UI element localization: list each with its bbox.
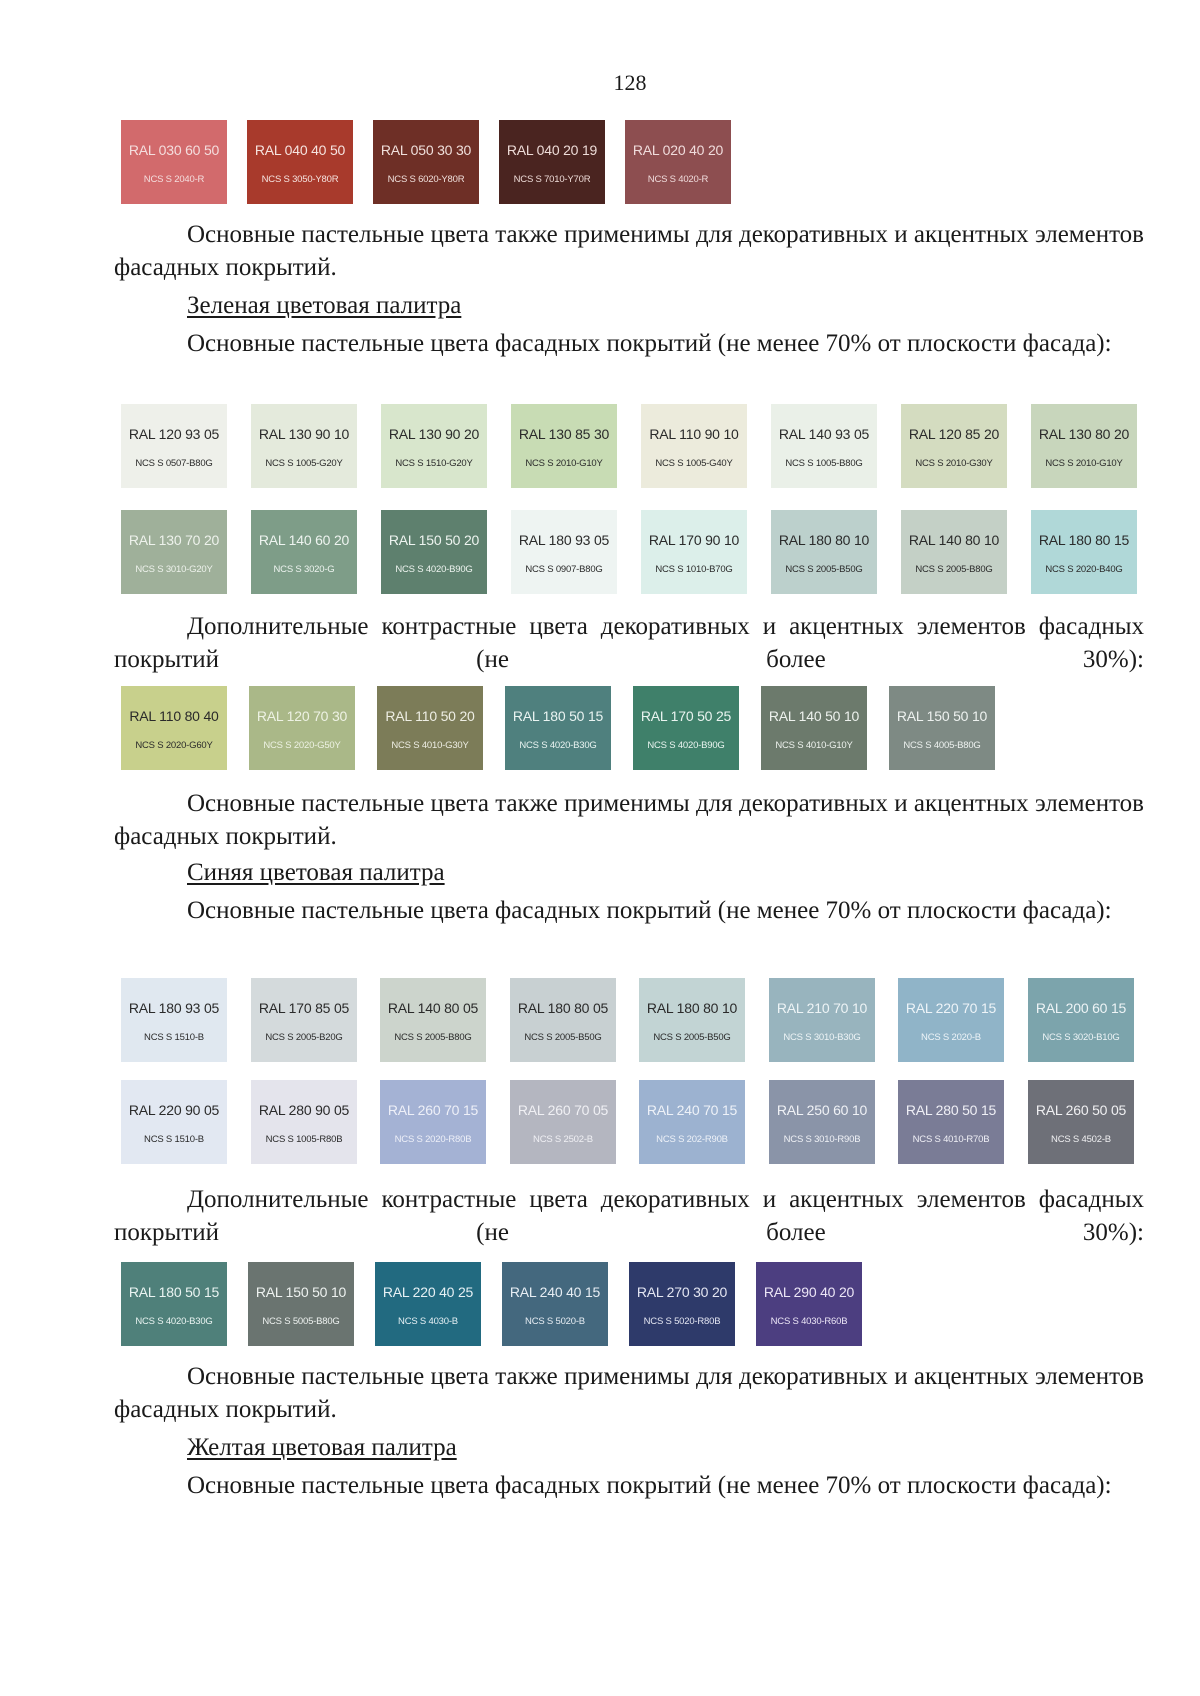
- swatch-ral-code: RAL 260 70 05: [517, 1102, 609, 1118]
- paragraph-blue-accent: Дополнительные контрастные цвета декоративных и акцентных элементов фасадных покрытий (не более 30%):: [114, 1186, 1144, 1246]
- swatch-ral-code: RAL 180 50 15: [128, 1284, 220, 1300]
- color-swatch: [761, 686, 867, 770]
- color-swatch: [373, 120, 479, 204]
- swatch-ncs-code: NCS S 1510-G20Y: [395, 458, 473, 469]
- swatch-ncs-code: NCS S 4020-B90G: [395, 564, 473, 575]
- swatch-ral-code: RAL 040 20 19: [506, 142, 598, 158]
- swatch-ncs-code: NCS S 1005-B80G: [785, 458, 863, 469]
- color-swatch: [375, 1262, 481, 1346]
- color-swatch: [121, 978, 227, 1062]
- swatch-ral-code: RAL 020 40 20: [632, 142, 724, 158]
- swatch-ral-code: RAL 130 70 20: [128, 532, 220, 548]
- swatch-ncs-code: NCS S 4020-B30G: [519, 740, 597, 751]
- color-swatch: [251, 510, 357, 594]
- swatch-ncs-code: NCS S 3010-R90B: [783, 1134, 861, 1145]
- swatch-ncs-code: NCS S 2020-B: [921, 1032, 981, 1043]
- swatch-ncs-code: NCS S 6020-Y80R: [387, 174, 465, 185]
- swatch-ral-code: RAL 130 85 30: [518, 426, 610, 442]
- swatch-ncs-code: NCS S 3010-G20Y: [135, 564, 213, 575]
- color-swatch: [121, 510, 227, 594]
- heading-blue-palette: Синяя цветовая палитра: [187, 859, 445, 886]
- swatch-ral-code: RAL 120 93 05: [128, 426, 220, 442]
- swatch-ncs-code: NCS S 2005-B20G: [265, 1032, 343, 1043]
- swatch-ncs-code: NCS S 2040-R: [143, 174, 205, 185]
- swatch-ral-code: RAL 250 60 10: [776, 1102, 868, 1118]
- swatch-ral-code: RAL 290 40 20: [763, 1284, 855, 1300]
- swatch-ral-code: RAL 210 70 10: [776, 1000, 868, 1016]
- swatch-ral-code: RAL 130 80 20: [1038, 426, 1130, 442]
- swatch-ral-code: RAL 030 60 50: [128, 142, 220, 158]
- color-swatch: [769, 978, 875, 1062]
- swatch-ral-code: RAL 110 90 10: [649, 426, 739, 442]
- color-swatch: [889, 686, 995, 770]
- page-number: 128: [613, 70, 647, 95]
- swatch-ncs-code: NCS S 2020-R80B: [394, 1134, 472, 1145]
- swatch-ral-code: RAL 260 70 15: [387, 1102, 479, 1118]
- swatch-ral-code: RAL 140 80 10: [908, 532, 1000, 548]
- swatch-ral-code: RAL 040 40 50: [254, 142, 346, 158]
- swatch-ncs-code: NCS S 4030-B: [398, 1316, 458, 1327]
- heading-green-palette: Зеленая цветовая палитра: [187, 292, 462, 319]
- swatch-ral-code: RAL 110 80 40: [129, 708, 219, 724]
- color-swatch: [769, 1080, 875, 1164]
- swatch-ncs-code: NCS S 0907-B80G: [525, 564, 603, 575]
- color-swatch: [511, 404, 617, 488]
- swatch-ral-code: RAL 220 40 25: [382, 1284, 474, 1300]
- color-swatch: [901, 510, 1007, 594]
- swatch-ral-code: RAL 050 30 30: [380, 142, 472, 158]
- paragraph-yellow-main: Основные пастельные цвета фасадных покрытий (не менее 70% от плоскости фасада):: [187, 1472, 1112, 1499]
- swatch-ral-code: RAL 130 90 20: [388, 426, 480, 442]
- swatch-ncs-code: NCS S 4030-R60B: [770, 1316, 848, 1327]
- swatch-ral-code: RAL 200 60 15: [1035, 1000, 1127, 1016]
- swatch-ncs-code: NCS S 0507-B80G: [135, 458, 213, 469]
- swatch-ncs-code: NCS S 4010-G10Y: [775, 740, 853, 751]
- color-swatch: [1028, 1080, 1134, 1164]
- color-swatch: [629, 1262, 735, 1346]
- color-swatch: [121, 120, 227, 204]
- swatch-ral-code: RAL 240 70 15: [646, 1102, 738, 1118]
- swatch-ncs-code: NCS S 2020-G60Y: [135, 740, 213, 751]
- color-swatch: [898, 978, 1004, 1062]
- swatch-ncs-code: NCS S 1010-B70G: [655, 564, 733, 575]
- swatch-ncs-code: NCS S 1510-B: [144, 1032, 204, 1043]
- swatch-ral-code: RAL 240 40 15: [509, 1284, 601, 1300]
- swatch-ncs-code: NCS S 5005-B80G: [262, 1316, 340, 1327]
- swatch-ral-code: RAL 120 70 30: [256, 708, 348, 724]
- paragraph-pastel-also-applicable: Основные пастельные цвета также применимы для декоративных и акцентных элементов фасадных покрытий.: [114, 221, 1144, 281]
- color-swatch: [901, 404, 1007, 488]
- swatch-ral-code: RAL 140 93 05: [778, 426, 870, 442]
- color-swatch: [505, 686, 611, 770]
- swatch-ncs-code: NCS S 2010-G10Y: [1045, 458, 1123, 469]
- swatch-ncs-code: NCS S 2005-B50G: [653, 1032, 731, 1043]
- swatch-ral-code: RAL 150 50 10: [896, 708, 988, 724]
- color-swatch: [377, 686, 483, 770]
- swatch-ncs-code: NCS S 2010-G30Y: [915, 458, 993, 469]
- color-swatch: [633, 686, 739, 770]
- swatch-ncs-code: NCS S 4020-R: [647, 174, 709, 185]
- color-swatch: [381, 404, 487, 488]
- color-swatch: [898, 1080, 1004, 1164]
- swatch-ncs-code: NCS S 4010-R70B: [912, 1134, 990, 1145]
- color-swatch: [511, 510, 617, 594]
- swatch-ral-code: RAL 180 93 05: [518, 532, 610, 548]
- swatch-ral-code: RAL 180 93 05: [128, 1000, 220, 1016]
- swatch-ral-code: RAL 120 85 20: [908, 426, 1000, 442]
- swatch-ncs-code: NCS S 3050-Y80R: [261, 174, 339, 185]
- swatch-ral-code: RAL 140 50 10: [768, 708, 860, 724]
- color-swatch: [251, 404, 357, 488]
- heading-yellow-palette: Желтая цветовая палитра: [187, 1434, 457, 1461]
- color-swatch: [510, 978, 616, 1062]
- color-swatch: [248, 1262, 354, 1346]
- swatch-ral-code: RAL 260 50 05: [1035, 1102, 1127, 1118]
- swatch-ral-code: RAL 180 80 10: [778, 532, 870, 548]
- color-swatch: [121, 686, 227, 770]
- swatch-ncs-code: NCS S 2020-B40G: [1045, 564, 1123, 575]
- color-swatch: [771, 510, 877, 594]
- swatch-ral-code: RAL 280 50 15: [905, 1102, 997, 1118]
- color-swatch: [251, 1080, 357, 1164]
- swatch-ncs-code: NCS S 5020-R80B: [643, 1316, 721, 1327]
- swatch-ncs-code: NCS S 2020-G50Y: [263, 740, 341, 751]
- color-swatch: [249, 686, 355, 770]
- swatch-ral-code: RAL 180 80 05: [517, 1000, 609, 1016]
- swatch-ncs-code: NCS S 3020-G: [273, 564, 335, 575]
- swatch-ncs-code: NCS S 4010-G30Y: [391, 740, 469, 751]
- color-swatch: [380, 1080, 486, 1164]
- swatch-ral-code: RAL 180 80 10: [646, 1000, 738, 1016]
- swatch-ncs-code: NCS S 3010-B30G: [783, 1032, 861, 1043]
- swatch-ncs-code: NCS S 2005-B50G: [785, 564, 863, 575]
- swatch-ral-code: RAL 280 90 05: [258, 1102, 350, 1118]
- swatch-ncs-code: NCS S 7010-Y70R: [513, 174, 591, 185]
- color-swatch: [756, 1262, 862, 1346]
- swatch-ral-code: RAL 110 50 20: [385, 708, 475, 724]
- color-swatch: [1031, 510, 1137, 594]
- paragraph-pastel-also-applicable-blue: Основные пастельные цвета также применимы для декоративных и акцентных элементов фасадных покрытий.: [114, 1363, 1144, 1423]
- color-swatch: [381, 510, 487, 594]
- swatch-ral-code: RAL 170 50 25: [640, 708, 732, 724]
- paragraph-blue-main: Основные пастельные цвета фасадных покрытий (не менее 70% от плоскости фасада):: [187, 897, 1112, 924]
- swatch-ncs-code: NCS S 1005-R80B: [265, 1134, 343, 1145]
- swatch-ncs-code: NCS S 2010-G10Y: [525, 458, 603, 469]
- color-swatch: [625, 120, 731, 204]
- color-swatch: [380, 978, 486, 1062]
- swatch-ral-code: RAL 270 30 20: [636, 1284, 728, 1300]
- paragraph-green-main: Основные пастельные цвета фасадных покрытий (не менее 70% от плоскости фасада):: [187, 330, 1112, 357]
- swatch-ral-code: RAL 150 50 20: [388, 532, 480, 548]
- color-swatch: [641, 404, 747, 488]
- color-swatch: [121, 1080, 227, 1164]
- swatch-ral-code: RAL 170 85 05: [258, 1000, 350, 1016]
- color-swatch: [121, 404, 227, 488]
- swatch-ncs-code: NCS S 4502-B: [1051, 1134, 1111, 1145]
- color-swatch: [502, 1262, 608, 1346]
- swatch-ncs-code: NCS S 2502-B: [533, 1134, 593, 1145]
- swatch-ral-code: RAL 140 80 05: [387, 1000, 479, 1016]
- paragraph-green-accent: Дополнительные контрастные цвета декоративных и акцентных элементов фасадных покрытий (не более 30%):: [114, 613, 1144, 673]
- swatch-ncs-code: NCS S 1510-B: [144, 1134, 204, 1145]
- swatch-ncs-code: NCS S 2005-B80G: [394, 1032, 472, 1043]
- paragraph-pastel-also-applicable-green: Основные пастельные цвета также применимы для декоративных и акцентных элементов фасадных покрытий.: [114, 790, 1144, 850]
- swatch-ral-code: RAL 130 90 10: [258, 426, 350, 442]
- swatch-ncs-code: NCS S 4020-B90G: [647, 740, 725, 751]
- swatch-ral-code: RAL 180 50 15: [512, 708, 604, 724]
- swatch-ncs-code: NCS S 1005-G40Y: [655, 458, 733, 469]
- color-swatch: [251, 978, 357, 1062]
- color-swatch: [121, 1262, 227, 1346]
- swatch-ral-code: RAL 180 80 15: [1038, 532, 1130, 548]
- color-swatch: [771, 404, 877, 488]
- color-swatch: [1031, 404, 1137, 488]
- swatch-ncs-code: NCS S 1005-G20Y: [265, 458, 343, 469]
- swatch-ncs-code: NCS S 2005-B50G: [524, 1032, 602, 1043]
- swatch-ral-code: RAL 220 70 15: [905, 1000, 997, 1016]
- color-swatch: [247, 120, 353, 204]
- swatch-ral-code: RAL 140 60 20: [258, 532, 350, 548]
- color-swatch: [641, 510, 747, 594]
- swatch-ncs-code: NCS S 2005-B80G: [915, 564, 993, 575]
- swatch-ncs-code: NCS S 4005-B80G: [903, 740, 981, 751]
- swatch-ncs-code: NCS S 4020-B30G: [135, 1316, 213, 1327]
- color-swatch: [499, 120, 605, 204]
- swatch-ncs-code: NCS S 3020-B10G: [1042, 1032, 1120, 1043]
- swatch-ral-code: RAL 150 50 10: [255, 1284, 347, 1300]
- swatch-ral-code: RAL 170 90 10: [648, 532, 740, 548]
- color-swatch: [510, 1080, 616, 1164]
- swatch-ncs-code: NCS S 5020-B: [525, 1316, 585, 1327]
- color-swatch: [1028, 978, 1134, 1062]
- swatch-ncs-code: NCS S 202-R90B: [656, 1134, 728, 1145]
- color-swatch: [639, 1080, 745, 1164]
- swatch-ral-code: RAL 220 90 05: [128, 1102, 220, 1118]
- color-swatch: [639, 978, 745, 1062]
